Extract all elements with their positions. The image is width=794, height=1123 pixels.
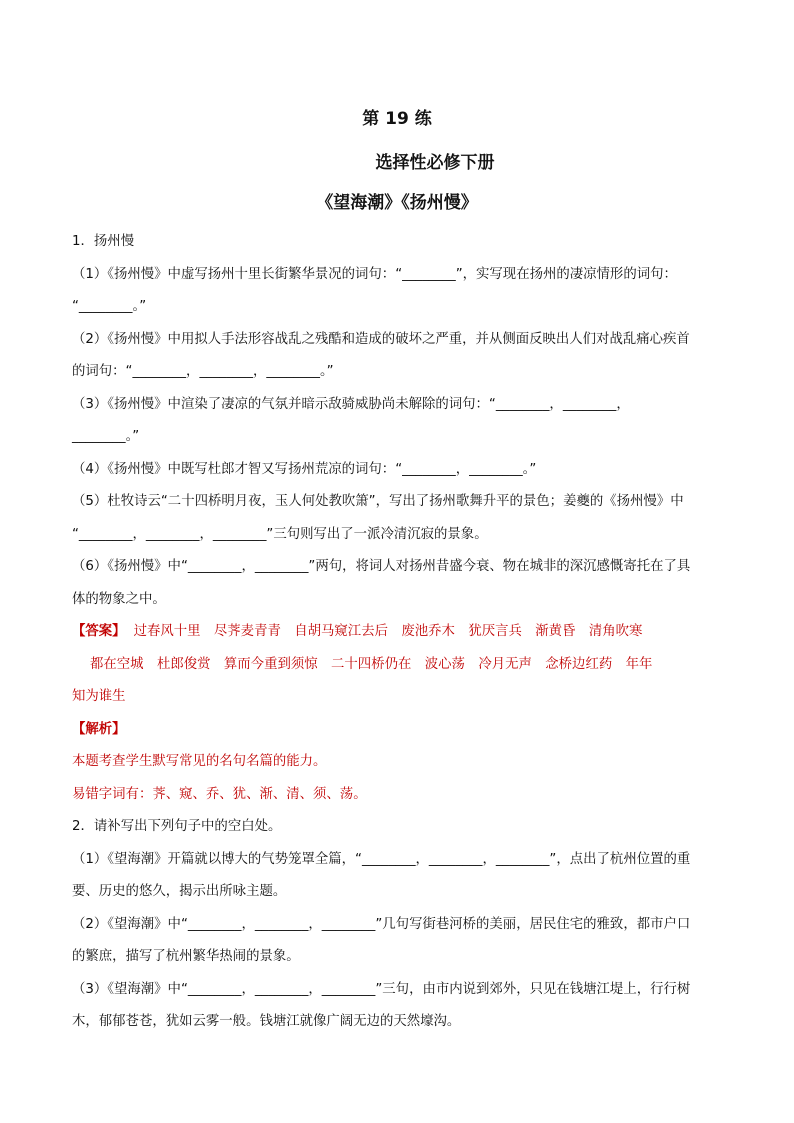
q1-line: “________。”	[72, 299, 147, 314]
analysis-label: 【解析】	[72, 721, 126, 737]
q2-line: （2）《望海潮》中“________，________，________”几句写街巷河桥的美丽，居民住宅的雅致，都市户口	[72, 916, 691, 932]
answer-line-3: 知为谁生	[72, 689, 126, 704]
q2-line: 木，郁郁苍苍，犹如云雾一般。钱塘江就像广阔无边的天然壕沟。	[72, 1014, 461, 1029]
analysis-line-2: 易错字词有：荠、窥、乔、犹、渐、清、须、荡。	[72, 786, 367, 802]
q1-line: （5）杜牧诗云“二十四桥明月夜，玉人何处教吹箫”，写出了扬州歌舞升平的景色；姜夔的《扬州慢》中	[72, 494, 684, 509]
q1-line: （3）《扬州慢》中渲染了凄凉的气氛并暗示敌骑威胁尚未解除的词句：“________，________，	[72, 396, 630, 412]
answer-line-1	[72, 616, 722, 649]
q1-line: 体的物象之中。	[72, 591, 166, 607]
question-1-title: 1．扬州慢	[72, 234, 135, 249]
q1-line: “________，________，________”三句则写出了一派冷清沉寂的景象。	[72, 526, 488, 542]
answer-text: 过春风十里 尽荠麦青青 自胡马窥江去后 废池乔木 犹厌言兵 渐黄昏 清角吹寒	[133, 624, 643, 639]
q1-line: ________。”	[72, 429, 140, 444]
q1-line: （1）《扬州慢》中虚写扬州十里长街繁华景况的词句：“________”，实写现在扬州的凄凉情形的词句：	[72, 266, 677, 282]
lesson-title: 第 19 练	[362, 109, 432, 129]
question-2-title: 2．请补写出下列句子中的空白处。	[72, 819, 282, 834]
q1-line: （4）《扬州慢》中既写杜郎才智又写扬州荒凉的词句：“________，________。”	[72, 461, 537, 477]
answer-label: 【答案】	[72, 624, 126, 639]
content-body	[72, 226, 722, 1039]
answer-line-2: 都在空城 杜郎俊赏 算而今重到须惊 二十四桥仍在 波心荡 冷月无声 念桥边红药 年年	[90, 656, 653, 672]
analysis-line-1: 本题考查学生默写常见的名句名篇的能力。	[72, 754, 327, 769]
q2-line: 要、历史的悠久，揭示出所咏主题。	[72, 884, 287, 899]
q1-line: 的词句：“________，________，________。”	[72, 364, 334, 379]
q1-line: （2）《扬州慢》中用拟人手法形容战乱之残酷和造成的破坏之严重，并从侧面反映出人们对战乱痛心疾首	[72, 331, 690, 347]
q1-line: （6）《扬州慢》中“________，________”两句，将词人对扬州昔盛今衰、物在城非的深沉感慨寄托在了具	[72, 559, 691, 574]
works-title: 《望海潮》《扬州慢》	[316, 193, 478, 213]
book-title: 选择性必修下册	[375, 153, 495, 173]
q2-line: （3）《望海潮》中“________，________，________”三句，由市内说到郊外，只见在钱塘江堤上，行行树	[72, 981, 691, 997]
q2-line: （1）《望海潮》开篇就以博大的气势笼罩全篇，“________，________，________”，点出了杭州位置的重	[72, 851, 691, 867]
q2-line: 的繁庶，描写了杭州繁华热闹的景象。	[72, 949, 300, 964]
